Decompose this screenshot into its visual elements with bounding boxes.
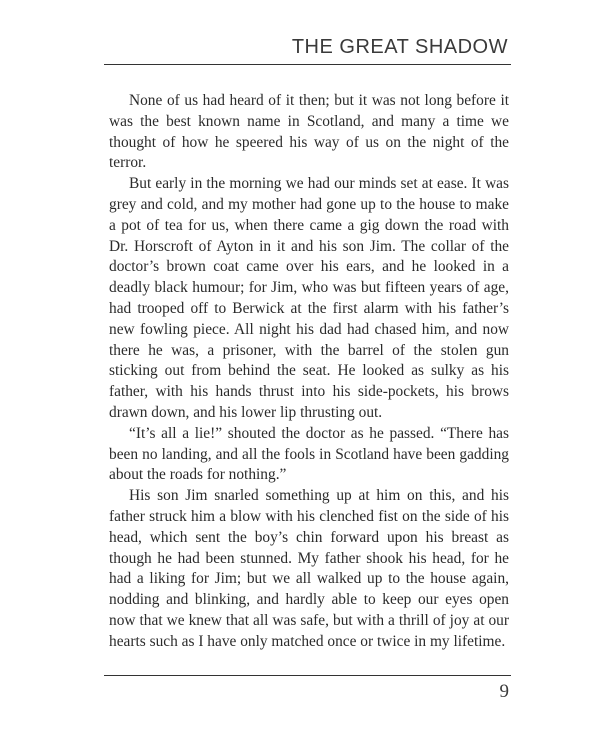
header-rule [104,64,511,65]
footer-rule [104,675,511,676]
paragraph-1: None of us had heard of it then; but it was not long before it was the best known name in Scotland, and many a time we thought of how he speered his way of us on the night of the terror. [109,92,509,172]
body-text [109,91,509,653]
paragraph-4: His son Jim snarled something up at him on this, and his father struck him a blow with his clenched fist on the side of his head, which sent the boy’s chin forward upon his breast as though he had been stunned. My father shook his head, for he had a liking for Jim; but we all walked up to the house again, nodding and blinking, and hardly able to keep our eyes open now that we knew that all was safe, but with a thrill of joy at our hearts such as I have only matched once or twice in my lifetime. [109,487,509,650]
paragraph-3: “It’s all a lie!” shouted the doctor as he passed. “There has been no landing, and all the fools in Scotland have been gadding about the roads for nothing.” [109,424,509,484]
page-number: 9 [499,681,509,702]
paragraph-2: But early in the morning we had our minds set at ease. It was grey and cold, and my mother had gone up to the house to make a pot of tea for us, when there came a gig down the road with Dr. Horscroft of Ayton in it and his son Jim. The collar of the doctor’s brown coat came over his ears, and he looked in a deadly black humour; for Jim, who was but fifteen years of age, had trooped off to Berwick at the first alarm with his father’s new fowling piece. All night his dad had chased him, and now there he was, a prisoner, with the barrel of the stolen gun sticking out from behind the seat. He looked as sulky as his father, with his hands thrust into his side-pockets, his brows drawn down, and his lower lip thrusting out. [109,175,509,421]
running-head-title: THE GREAT SHADOW [291,36,508,58]
